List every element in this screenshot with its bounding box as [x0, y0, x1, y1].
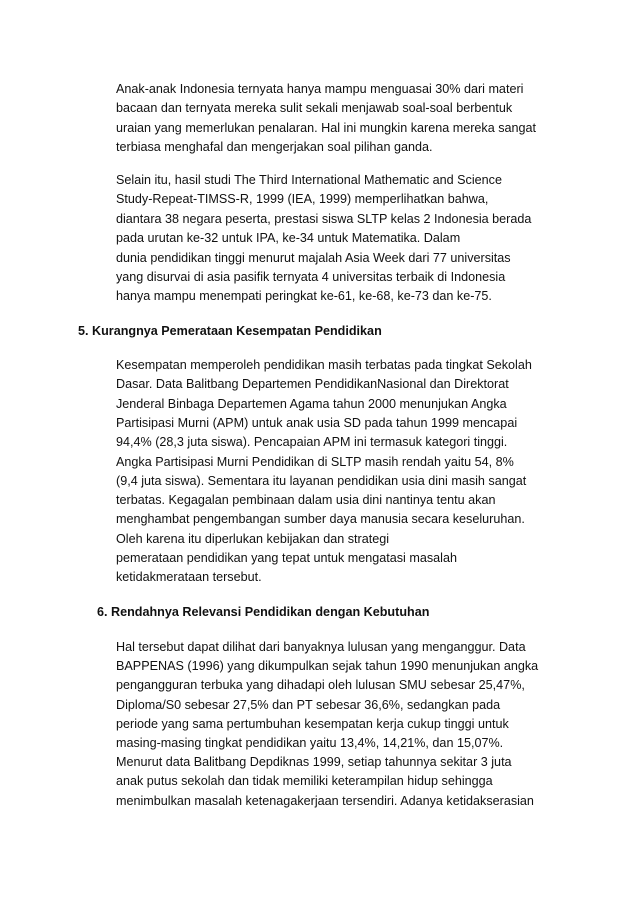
text-line: pengangguran terbuka yang dihadapi oleh lulusan SMU sebesar 25,47%, — [116, 678, 525, 693]
text-line: pada urutan ke-32 untuk IPA, ke-34 untuk Matematika. Dalam — [116, 231, 461, 246]
text-line: Diploma/S0 sebesar 27,5% dan PT sebesar 36,6%, sedangkan pada — [116, 697, 501, 712]
text-line: anak putus sekolah dan tidak memiliki keterampilan hidup sehingga — [116, 774, 493, 789]
text-line: masing-masing tingkat pendidikan yaitu 13,4%, 14,21%, dan 15,07%. — [116, 736, 504, 750]
text-line: 94,4% (28,3 juta siswa). Pencapaian APM ini termasuk kategori tinggi. — [116, 435, 508, 450]
text-line: pemerataan pendidikan yang tepat untuk mengatasi masalah — [116, 551, 457, 565]
section-5-heading: 5. Kurangnya Pemerataan Kesempatan Pendidikan — [78, 324, 382, 338]
text-line: menghambat pengembangan sumber daya manusia secara keseluruhan. — [116, 512, 525, 527]
text-line: Dasar. Data Balitbang Departemen PendidikanNasional dan Direktorat — [116, 377, 509, 392]
text-line: Jenderal Binbaga Departemen Agama tahun 2000 menunjukan Angka — [116, 396, 507, 411]
text-line: ketidakmerataan tersebut. — [116, 570, 262, 585]
text-line: Study-Repeat-TIMSS-R, 1999 (IEA, 1999) memperlihatkan bahwa, — [116, 192, 489, 207]
text-line: diantara 38 negara peserta, prestasi siswa SLTP kelas 2 Indonesia berada — [116, 211, 532, 226]
section-6-heading: 6. Rendahnya Relevansi Pendidikan dengan Kebutuhan — [97, 605, 430, 619]
text-line: Selain itu, hasil studi The Third International Mathematic and Science — [116, 173, 502, 187]
text-line: terbiasa menghafal dan mengerjakan soal pilihan ganda. — [116, 140, 433, 155]
text-line: Partisipasi Murni (APM) untuk anak usia SD pada tahun 1999 mencapai — [116, 415, 518, 430]
text-line: Anak-anak Indonesia ternyata hanya mampu menguasai 30% dari materi — [116, 82, 524, 96]
text-line: Hal tersebut dapat dilihat dari banyaknya lulusan yang menganggur. Data — [116, 640, 526, 654]
text-line: yang disurvai di asia pasifik ternyata 4 universitas terbaik di Indonesia — [116, 270, 506, 284]
text-line: terbatas. Kegagalan pembinaan dalam usia dini nantinya tentu akan — [116, 493, 496, 508]
text-line: periode yang sama pertumbuhan kesempatan kerja cukup tinggi untuk — [116, 716, 509, 731]
text-line: menimbulkan masalah ketenagakerjaan tersendiri. Adanya ketidakserasian — [116, 793, 534, 808]
text-line: dunia pendidikan tinggi menurut majalah Asia Week dari 77 universitas — [116, 250, 511, 265]
text-line: uraian yang memerlukan penalaran. Hal ini mungkin karena mereka sangat — [116, 120, 537, 135]
text-line: Kesempatan memperoleh pendidikan masih terbatas pada tingkat Sekolah — [116, 358, 532, 372]
text-line: Angka Partisipasi Murni Pendidikan di SLTP masih rendah yaitu 54, 8% — [116, 454, 514, 469]
text-line: hanya mampu menempati peringkat ke-61, ke-68, ke-73 dan ke-75. — [116, 289, 492, 304]
text-line: Menurut data Balitbang Depdiknas 1999, setiap tahunnya sekitar 3 juta — [116, 755, 512, 770]
text-line: (9,4 juta siswa). Sementara itu layanan pendidikan usia dini masih sangat — [116, 473, 527, 488]
text-line: BAPPENAS (1996) yang dikumpulkan sejak tahun 1990 menunjukan angka — [116, 659, 539, 674]
text-line: Oleh karena itu diperlukan kebijakan dan strategi — [116, 531, 390, 546]
text-line: bacaan dan ternyata mereka sulit sekali menjawab soal-soal berbentuk — [116, 101, 513, 116]
